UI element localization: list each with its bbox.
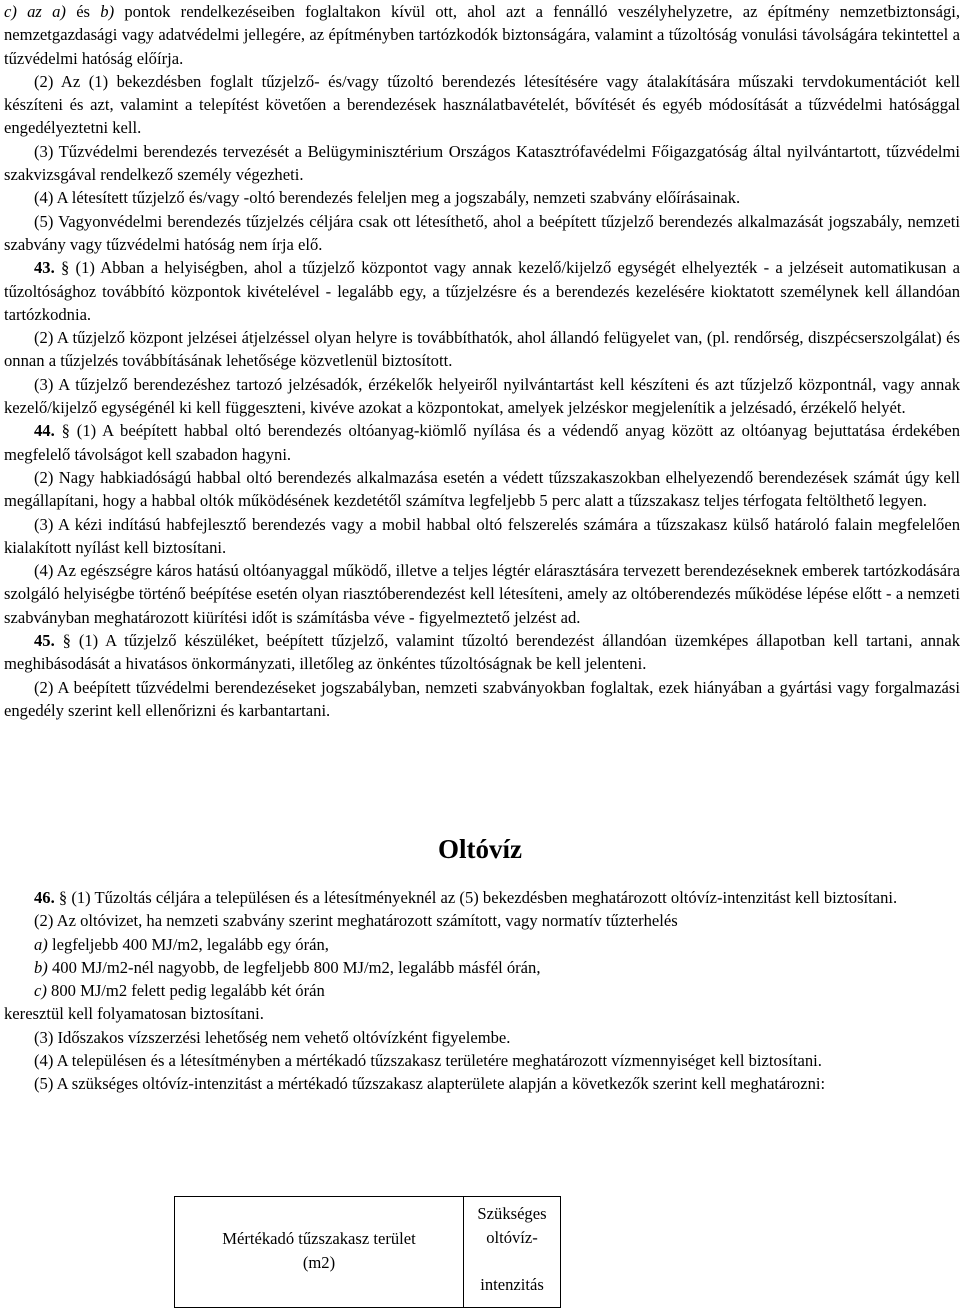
list-text: 800 MJ/m2 felett pedig legalább két órán <box>46 981 325 1001</box>
list-item <box>4 956 960 979</box>
list-text: legfeljebb 400 MJ/m2, legalább egy órán, <box>47 934 329 954</box>
paragraph-43-2: (2) A tűzjelző központ jelzései átjelzéssel olyan helyre is továbbíthatók, ahol állandó felügyelet van, (pl. rendőrség, diszpécserszolgálat) és onnan a tűzjelzés továbbításának lehetősége közvetlenül biztosított. <box>4 328 960 371</box>
paragraph-44-1 <box>4 419 960 466</box>
paragraph-43-1 <box>4 256 960 326</box>
text-fragment: és <box>65 2 101 21</box>
table-header-cell-area <box>175 1197 464 1308</box>
paragraph-46-2: (2) Az oltóvizet, ha nemzeti szabvány szerint meghatározott számított, vagy normatív tűzterhelés <box>34 911 678 931</box>
list-letter: b) <box>34 957 48 977</box>
paragraph-44-3: (3) A kézi indítású habfejlesztő berendezés vagy a mobil habbal oltó felszerelés számára a tűzszakasz külső határoló falain megfelelően kialakított nyílást kell biztosítani. <box>4 514 960 557</box>
header-text: oltóvíz- <box>486 1227 538 1247</box>
list-item <box>4 979 960 1002</box>
article-number: 45. <box>34 631 55 651</box>
paragraph-text: § (1) A tűzjelző készüléket, beépített tűzjelző, valamint tűzoltó berendezést állandóan üzemképes állapotban kell tartani, annak meghibásodását a hivatásos önkormányzati, illetőleg az önkéntes tűzoltóságnak be kell jelenteni. <box>4 631 960 674</box>
list-letter: c) <box>34 981 47 1001</box>
text-fragment: pontok rendelkezéseiben foglaltakon kívül ott, ahol azt a fennálló veszélyhelyzetre, az építmény nemzetbiztonsági, nemzetgazdasági vagy adatvédelmi jellegére, az építményben tartózkodók biztonságára, valamint a tűzoltóság vonulási távolságára tekintettel a tűzvédelmi hatóság előírja. <box>4 2 960 68</box>
list-item <box>4 933 960 956</box>
article-number: 46. <box>34 888 55 907</box>
paragraph-text: § (1) Abban a helyiségben, ahol a tűzjelző központot vagy annak kezelő/kijelző egységét elhelyezték - a jelzéseit automatikusan a tűzoltósághoz továbbító központok kivételével - legalább egy, a tűzjelzésre és a berendezés kezelésére kioktatott személynek kell állandóan tartózkodnia. <box>4 258 960 324</box>
point-c-label: c) az a) <box>4 2 66 21</box>
paragraph-text: § (1) Tűzoltás céljára a településen és a létesítményeknél az (5) bekezdésben meghatározott oltóvíz-intenzitást kell biztosítani. <box>54 888 898 907</box>
document-page <box>4 0 960 722</box>
paragraph-46-1 <box>4 886 960 909</box>
paragraph-42-5: (5) Vagyonvédelmi berendezés tűzjelzés céljára csak ott létesíthető, ahol a beépített tűzjelző berendezés alkalmazását jogszabály, nemzeti szabvány vagy tűzvédelmi hatóság nem írja elő. <box>4 211 960 254</box>
paragraph-45-1 <box>4 629 960 676</box>
paragraph-42-3: (3) Tűzvédelmi berendezés tervezését a Belügyminisztérium Országos Katasztrófavédelmi Főigazgatóság által nyilvántartott, tűzvédelmi szakvizsgával rendelkező személy végezheti. <box>4 141 960 185</box>
paragraph-46-2-tail: keresztül kell folyamatosan biztosítani. <box>4 1004 264 1024</box>
header-text: Szükséges <box>477 1204 547 1223</box>
paragraph-42-1c <box>4 0 960 70</box>
article-number: 43. <box>34 258 55 278</box>
intensity-table <box>174 1196 561 1308</box>
paragraph-45-2: (2) A beépített tűzvédelmi berendezéseket jogszabályban, nemzeti szabványokban foglaltak, ezek hiányában a gyártási vagy forgalmazási engedély szerint kell ellenőrizni és karbantartani. <box>4 677 960 720</box>
list-text: 400 MJ/m2-nél nagyobb, de legfeljebb 800 MJ/m2, legalább másfél órán, <box>47 957 541 977</box>
paragraph-text: § (1) A beépített habbal oltó berendezés oltóanyag-kiömlő nyílása és a védendő anyag között az oltóanyag bejuttatása érdekében megfelelő távolságot kell szabadon hagyni. <box>4 421 960 464</box>
table-header-cell-intensity <box>464 1197 561 1308</box>
paragraph-43-3: (3) A tűzjelző berendezéshez tartozó jelzésadók, érzékelők helyeiről nyilvántartást kell készíteni és azt tűzjelző központnál, vagy annak kezelő/kijelző egységénél ki kell függeszteni, kivéve azokat a központokat, amelyek jelzéskor megjelenítik a jelzésadó, érzékelő helyét. <box>4 374 960 418</box>
list-letter: a) <box>34 934 48 954</box>
table-header-row <box>175 1197 561 1308</box>
paragraph-46-5: (5) A szükséges oltóvíz-intenzitást a mértékadó tűzszakasz alapterülete alapján a következők szerint kell meghatározni: <box>34 1074 826 1094</box>
paragraph-42-4: (4) A létesített tűzjelző és/vagy -oltó berendezés feleljen meg a jogszabály, nemzeti szabvány előírásainak. <box>34 188 741 208</box>
point-b-label: b) <box>100 2 115 21</box>
header-text: intenzitás <box>480 1274 544 1294</box>
header-text: (m2) <box>302 1252 336 1272</box>
paragraph-44-2: (2) Nagy habkiadóságú habbal oltó berendezés alkalmazása esetén a védett tűzszakaszokban elhelyezendő berendezések számát úgy kell megállapítani, hogy a habbal oltók működésének kezdetétől számítva legfeljebb 5 perc alatt a tűzszakasz teljes térfogata feltölthető legyen. <box>4 467 960 511</box>
paragraph-42-2: (2) Az (1) bekezdésben foglalt tűzjelző- és/vagy tűzoltó berendezés létesítésére vagy átalakítására műszaki tervdokumentációt kell készíteni és azt, valamint a telepítést követően a berendezések használatbavételét, bővítését és egyéb módosítását a tűzvédelmi hatósággal engedélyeztetni kell. <box>4 71 960 138</box>
section-oltoviz <box>4 886 960 1096</box>
paragraph-44-4: (4) Az egészségre káros hatású oltóanyaggal működő, illetve a teljes légtér elárasztására tervezett berendezéseknek emberek tartózkodására szolgáló helyiségbe történő beépítése esetén olyan riasztóberendezést kell létesíteni, amely az oltóberendezés működése lépése előtt - a nemzeti szabványban meghatározott kiürítési időt is számításba véve - figyelmeztető jelzést ad. <box>4 561 960 627</box>
paragraph-46-4: (4) A településen és a létesítményben a mértékadó tűzszakasz területére meghatározott vízmennyiséget kell biztosítani. <box>34 1051 822 1071</box>
section-heading: Oltóvíz <box>438 834 522 864</box>
article-number: 44. <box>34 421 55 441</box>
header-text: Mértékadó tűzszakasz terület <box>222 1229 416 1248</box>
paragraph-46-3: (3) Időszakos vízszerzési lehetőség nem vehető oltóvízként figyelembe. <box>34 1027 511 1047</box>
